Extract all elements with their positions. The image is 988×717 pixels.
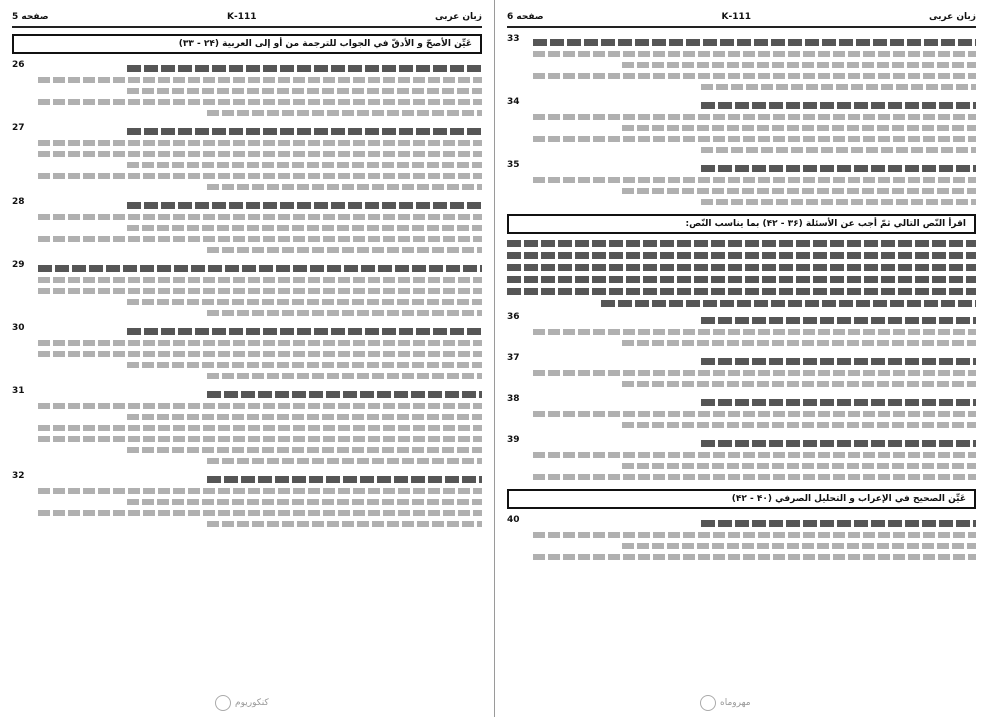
question-number: 37 [507,353,520,363]
question-28 [12,197,482,258]
exam-code: 111-K [227,12,257,22]
logo-icon [215,695,231,711]
question-32 [12,471,482,532]
question-29 [12,260,482,321]
question-number: 32 [12,471,25,481]
question-number: 40 [507,515,520,525]
question-number: 34 [507,97,520,107]
subject-label: زبان عربی [435,12,482,22]
page-number: صفحه 5 [12,12,49,22]
question-26 [12,60,482,121]
question-36 [507,312,976,351]
exam-code: 111-K [721,12,752,22]
question-number: 28 [12,197,25,207]
reading-passage [507,240,976,307]
question-27 [12,123,482,195]
question-30 [12,323,482,384]
question-number: 27 [12,123,25,133]
question-number: 29 [12,260,25,270]
footer-logo: کنکوریوم [215,695,269,711]
subject-label: زبان عربی [929,12,976,22]
question-number: 39 [507,435,520,445]
reading-section-title: اقرأ النّص التالي ثمّ أجب عن الأسئلة (۳۶ - ۴۲) بما يناسب النّص: [507,214,976,234]
question-38 [507,394,976,433]
question-39 [507,435,976,485]
question-33 [507,34,976,95]
footer-logo: مهروماه [700,695,751,711]
page-number: صفحه 6 [507,12,544,22]
question-number: 33 [507,34,520,44]
question-40 [507,515,976,565]
logo-icon [700,695,716,711]
grammar-section-title: عَیِّن الصحيح في الإعراب و التحليل الصرفي (۴۰ - ۴۲) [507,489,976,509]
section-title: عَیِّن الأصحّ و الأدقّ في الجواب للترجمة من أو إلى العربية (۲۴ - ۳۳) [12,34,482,54]
question-number: 36 [507,312,520,322]
right-page [494,0,988,717]
question-number: 35 [507,160,520,170]
question-37 [507,353,976,392]
question-number: 30 [12,323,25,333]
page-header [507,8,976,28]
page-header [12,8,482,28]
question-number: 38 [507,394,520,404]
question-31 [12,386,482,469]
question-34 [507,97,976,158]
question-35 [507,160,976,210]
question-number: 31 [12,386,25,396]
question-number: 26 [12,60,25,70]
